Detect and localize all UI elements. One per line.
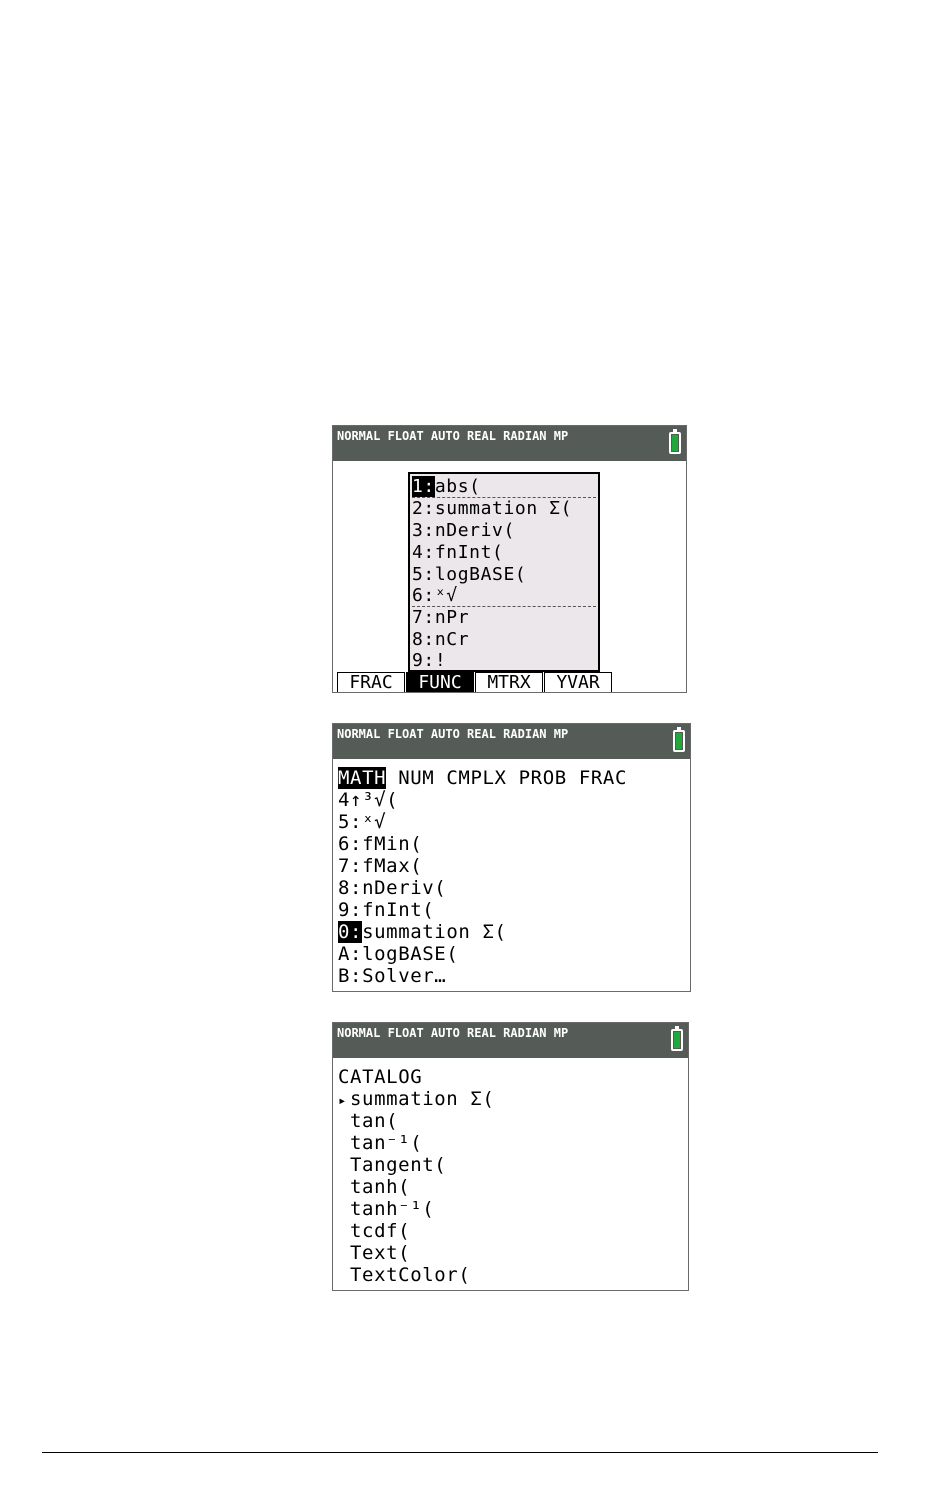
catalog-item[interactable]: tanh⁻¹( bbox=[350, 1198, 435, 1220]
menu-item-label: Solver… bbox=[362, 965, 447, 987]
tab-frac[interactable]: FRAC bbox=[337, 672, 405, 692]
func-menu-popup bbox=[408, 472, 600, 672]
catalog-item[interactable]: tan( bbox=[350, 1110, 399, 1132]
status-bar bbox=[333, 724, 690, 759]
menu-item-6[interactable] bbox=[412, 585, 458, 607]
menu-item-key: A: bbox=[338, 943, 363, 965]
menu-item-5[interactable] bbox=[338, 811, 386, 833]
shortcut-tab-bar bbox=[333, 671, 686, 692]
menu-item-key: 5: bbox=[338, 811, 363, 833]
menu-item-key: 6: bbox=[338, 833, 363, 855]
tab-frac[interactable]: FRAC bbox=[578, 767, 627, 789]
status-text: NORMAL FLOAT AUTO REAL RADIAN MP bbox=[337, 1026, 569, 1040]
menu-item-key: 6: bbox=[412, 585, 435, 606]
menu-item-key: 8: bbox=[338, 877, 363, 899]
catalog-title: CATALOG bbox=[338, 1066, 423, 1088]
menu-item-2[interactable] bbox=[412, 498, 572, 520]
battery-icon bbox=[671, 1029, 683, 1051]
menu-item-label: abs( bbox=[434, 476, 481, 497]
menu-item-b[interactable] bbox=[338, 965, 446, 987]
menu-item-key: 2: bbox=[412, 498, 435, 519]
menu-item-9[interactable] bbox=[412, 650, 446, 672]
calculator-screen-2 bbox=[332, 723, 691, 992]
menu-item-9[interactable] bbox=[338, 899, 434, 921]
menu-item-key: 7: bbox=[412, 607, 435, 628]
status-bar bbox=[333, 426, 686, 461]
catalog-item[interactable]: tan⁻¹( bbox=[350, 1132, 423, 1154]
tab-prob[interactable]: PROB bbox=[518, 767, 567, 789]
menu-item-key: 9: bbox=[412, 650, 435, 671]
menu-item-key: 0: bbox=[338, 921, 363, 943]
calculator-screen-1 bbox=[332, 425, 687, 693]
catalog-item[interactable]: Tangent( bbox=[350, 1154, 447, 1176]
catalog-item[interactable] bbox=[338, 1088, 494, 1110]
tab-mtrx[interactable]: MTRX bbox=[475, 672, 543, 692]
status-bar bbox=[333, 1023, 688, 1058]
menu-item-label: logBASE( bbox=[434, 564, 527, 585]
menu-item-key: 8: bbox=[412, 629, 435, 650]
catalog-item-label: summation Σ( bbox=[350, 1088, 495, 1110]
battery-icon bbox=[669, 432, 681, 454]
menu-item-label: nCr bbox=[434, 629, 470, 650]
menu-item-key: 7: bbox=[338, 855, 363, 877]
tab-cmplx[interactable]: CMPLX bbox=[446, 767, 507, 789]
menu-item-7[interactable] bbox=[412, 607, 469, 629]
menu-item-4[interactable] bbox=[412, 542, 504, 564]
menu-item-label: fMax( bbox=[362, 855, 423, 877]
menu-item-label: fnInt( bbox=[362, 899, 435, 921]
menu-item-8[interactable] bbox=[412, 629, 469, 651]
cursor-arrow-icon: ▸ bbox=[338, 1093, 348, 1109]
catalog-item[interactable]: tcdf( bbox=[350, 1220, 411, 1242]
tab-func[interactable]: FUNC bbox=[406, 672, 474, 692]
menu-item-label: ↑³√( bbox=[350, 789, 399, 811]
menu-item-label: fnInt( bbox=[434, 542, 504, 563]
menu-item-label: nDeriv( bbox=[362, 877, 447, 899]
menu-item-8[interactable] bbox=[338, 877, 446, 899]
menu-item-7[interactable] bbox=[338, 855, 422, 877]
menu-item-label: nPr bbox=[434, 607, 470, 628]
page-footer-rule bbox=[42, 1452, 878, 1453]
menu-item-label: fMin( bbox=[362, 833, 423, 855]
menu-item-key: 1: bbox=[412, 476, 435, 497]
menu-item-5[interactable] bbox=[412, 564, 526, 586]
calculator-screen-3 bbox=[332, 1022, 689, 1291]
tab-math[interactable]: MATH bbox=[338, 767, 387, 789]
catalog-item[interactable]: TextColor( bbox=[350, 1264, 471, 1286]
status-text: NORMAL FLOAT AUTO REAL RADIAN MP bbox=[337, 429, 569, 443]
menu-item-label: ˣ√ bbox=[434, 585, 458, 606]
tab-num[interactable]: NUM bbox=[398, 767, 435, 789]
menu-item-label: ˣ√ bbox=[362, 811, 387, 833]
menu-item-key: 4: bbox=[412, 542, 435, 563]
math-menu-tabs bbox=[338, 767, 627, 789]
tab-yvar[interactable]: YVAR bbox=[544, 672, 612, 692]
menu-item-label: logBASE( bbox=[362, 943, 459, 965]
menu-item-key: B: bbox=[338, 965, 363, 987]
menu-item-label: summation Σ( bbox=[362, 921, 507, 943]
menu-item-3[interactable] bbox=[412, 520, 515, 542]
battery-icon bbox=[673, 730, 685, 752]
menu-item-0[interactable] bbox=[338, 921, 507, 943]
menu-item-a[interactable] bbox=[338, 943, 458, 965]
menu-item-4[interactable] bbox=[338, 789, 398, 811]
menu-item-key: 9: bbox=[338, 899, 363, 921]
menu-item-key: 3: bbox=[412, 520, 435, 541]
menu-item-key: 4 bbox=[338, 789, 351, 811]
status-text: NORMAL FLOAT AUTO REAL RADIAN MP bbox=[337, 727, 569, 741]
menu-item-6[interactable] bbox=[338, 833, 422, 855]
catalog-item[interactable]: Text( bbox=[350, 1242, 411, 1264]
menu-item-1[interactable] bbox=[412, 476, 481, 498]
menu-item-label: nDeriv( bbox=[434, 520, 515, 541]
menu-item-label: summation Σ( bbox=[434, 498, 573, 519]
menu-item-label: ! bbox=[434, 650, 447, 671]
menu-item-key: 5: bbox=[412, 564, 435, 585]
catalog-item[interactable]: tanh( bbox=[350, 1176, 411, 1198]
